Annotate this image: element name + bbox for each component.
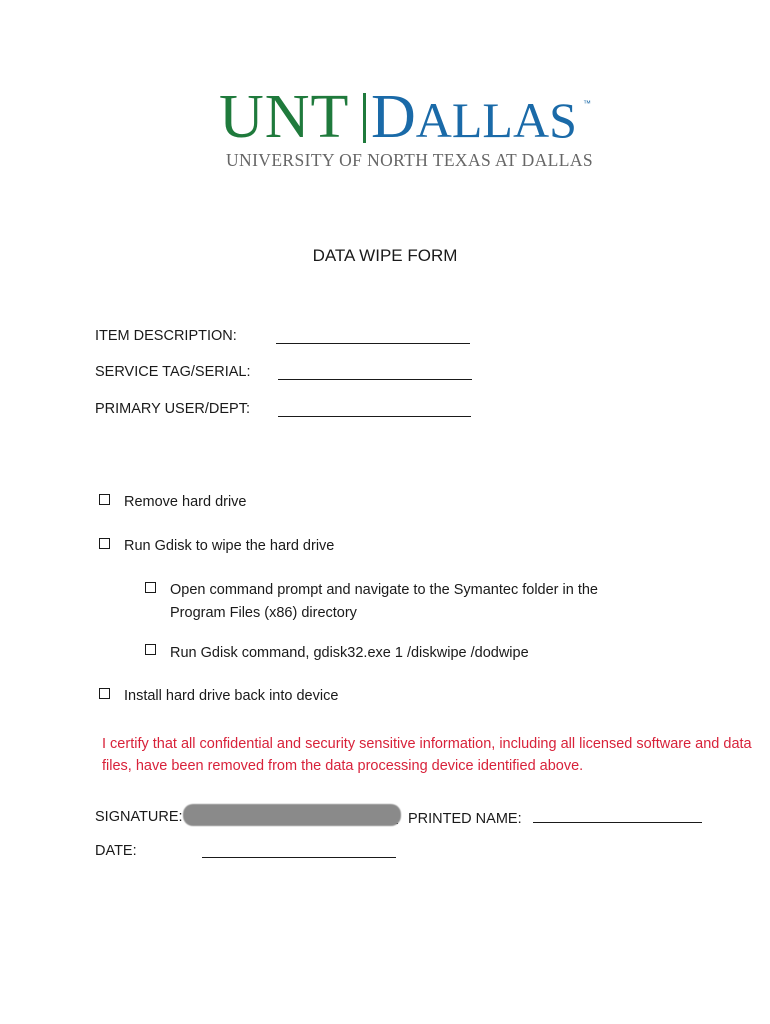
install-drive-checkbox[interactable] [99, 688, 110, 699]
run-command-checkbox[interactable] [145, 644, 156, 655]
signature-label: SIGNATURE: [95, 809, 183, 825]
run-command-label: Run Gdisk command, gdisk32.exe 1 /diskwipe /dodwipe [170, 645, 529, 661]
run-gdisk-label: Run Gdisk to wipe the hard drive [124, 538, 335, 554]
logo-dallas-text [371, 82, 577, 155]
primary-user-label: PRIMARY USER/DEPT: [95, 401, 250, 417]
printed-name-label: PRINTED NAME: [408, 811, 522, 827]
signature-redaction [183, 804, 401, 826]
service-tag-label: SERVICE TAG/SERIAL: [95, 364, 251, 380]
date-field[interactable] [202, 857, 396, 858]
remove-drive-checkbox[interactable] [99, 494, 110, 505]
logo-dallas-initial: D [371, 83, 416, 151]
install-drive-label: Install hard drive back into device [124, 688, 339, 704]
logo-divider [363, 93, 366, 143]
item-description-field[interactable] [276, 343, 470, 344]
printed-name-field[interactable] [533, 822, 702, 823]
logo-unt-text: UNT [219, 83, 350, 151]
open-prompt-checkbox[interactable] [145, 582, 156, 593]
logo-subtitle: UNIVERSITY OF NORTH TEXAS AT DALLAS [226, 150, 594, 170]
date-label: DATE: [95, 843, 137, 859]
logo-trademark: ™ [583, 99, 591, 108]
primary-user-field[interactable] [278, 416, 471, 417]
item-description-label: ITEM DESCRIPTION: [95, 328, 237, 344]
service-tag-field[interactable] [278, 379, 472, 380]
certification-statement: I certify that all confidential and security sensitive information, including all licensed software and data files, have been removed from the data processing device identified above. [102, 736, 752, 774]
logo-dallas-rest: ALLAS [415, 92, 577, 148]
form-title: DATA WIPE FORM [312, 246, 458, 265]
open-prompt-label-line2: Program Files (x86) directory [170, 605, 357, 621]
remove-drive-label: Remove hard drive [124, 494, 247, 510]
open-prompt-label-line1: Open command prompt and navigate to the Symantec folder in the [170, 582, 598, 598]
run-gdisk-checkbox[interactable] [99, 538, 110, 549]
